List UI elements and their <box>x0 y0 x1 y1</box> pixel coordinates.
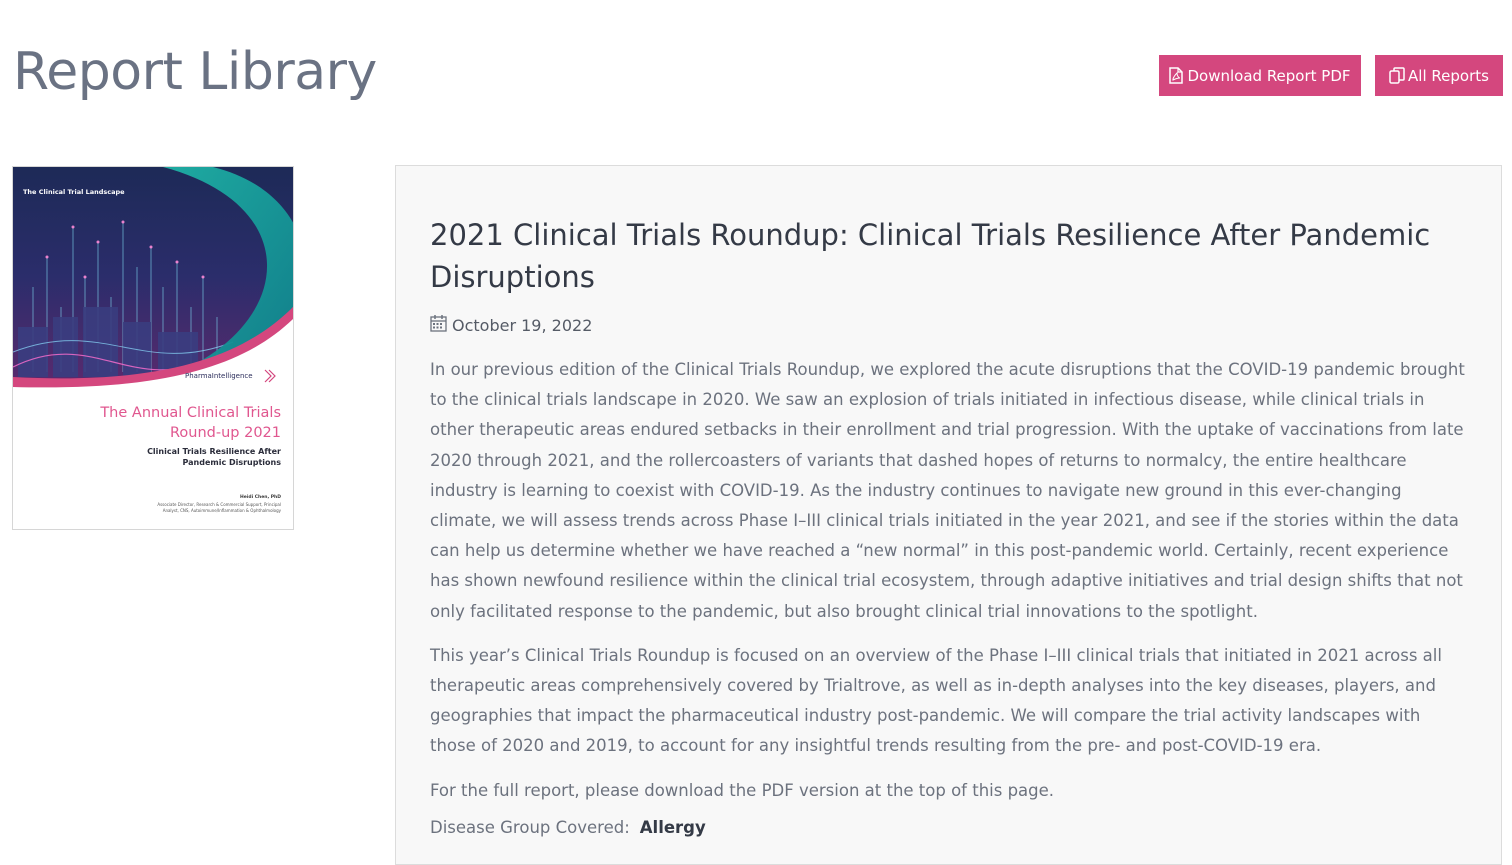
calendar-icon <box>430 314 447 336</box>
cover-author: Heidi Chen, PhD <box>240 495 281 500</box>
cover-author-role-line1: Associate Director, Research & Commercial Support, Principal <box>157 502 281 507</box>
all-reports-button[interactable] <box>1375 55 1503 96</box>
cover-title-line2: Round-up 2021 <box>169 425 281 441</box>
download-report-pdf-button[interactable] <box>1159 55 1361 96</box>
cover-title-line1: The Annual Clinical Trials <box>100 405 281 421</box>
all-reports-label: All Reports <box>1408 66 1489 85</box>
cover-subtitle-line1: Clinical Trials Resilience After <box>147 447 281 456</box>
cover-artwork <box>13 167 293 529</box>
file-pdf-icon <box>1169 67 1183 84</box>
cover-top-label: The Clinical Trial Landscape <box>23 188 125 196</box>
brand-chevron-icon <box>265 370 275 382</box>
report-cover-image[interactable] <box>12 166 294 530</box>
report-date-row <box>430 314 592 336</box>
cover-subtitle-line2: Pandemic Disruptions <box>182 458 281 467</box>
cover-brand: PharmaIntelligence <box>185 372 253 380</box>
cover-author-role-line2: Analyst, CNS, Autoimmune/Inflammation & Ophthalmology <box>162 508 281 513</box>
report-description <box>430 355 1470 820</box>
report-title: 2021 Clinical Trials Roundup: Clinical Trials Resilience After Pandemic Disruptions <box>430 218 1431 294</box>
copy-icon <box>1389 67 1404 84</box>
report-paragraph: This year’s Clinical Trials Roundup is focused on an overview of the Phase I–III clinical trials that initiated in 2021 across all therapeutic areas comprehensively covered by Trialtrove, as well as in-depth analyses into the key diseases, players, and geographies that impact the pharmaceutical industry post-pandemic. We will compare the trial activity landscapes with those of 2020 and 2019, to account for any insightful trends resulting from the pre- and post-COVID-19 era. <box>430 645 1442 756</box>
disease-group-row <box>430 818 706 837</box>
disease-group-label: Disease Group Covered: <box>430 818 630 837</box>
report-date: October 19, 2022 <box>452 315 593 335</box>
report-paragraph: For the full report, please download the PDF version at the top of this page. <box>430 780 1055 800</box>
report-paragraph: In our previous edition of the Clinical Trials Roundup, we explored the acute disruptions that the COVID-19 pandemic brought to the clinical trials landscape in 2020. We saw an explosion of trials initiated in infectious disease, while clinical trials in other therapeutic areas endured setbacks in their enrollment and trial progression. With the uptake of vaccinations from late 2020 through 2021, and the rollercoasters of variants that dashed hopes of returns to normalcy, the entire healthcare industry is learning to coexist with COVID-19. As the industry continues to navigate new ground in this ever-changing climate, we will assess trends across Phase I–III clinical trials initiated in the year 2021, and see if the stories within the data can help us determine whether we have reached a “new normal” in this post-pandemic world. Certainly, recent experience has shown newfound resilience within the clinical trial ecosystem, through adaptive initiatives and trial design shifts that not only facilitated response to the pandemic, but also brought clinical trial innovations to the spotlight. <box>430 360 1465 621</box>
disease-group-value[interactable]: Allergy <box>639 818 706 837</box>
download-report-pdf-label: Download Report PDF <box>1187 66 1351 85</box>
page-title: Report Library <box>13 42 377 102</box>
report-detail-panel <box>395 165 1502 865</box>
